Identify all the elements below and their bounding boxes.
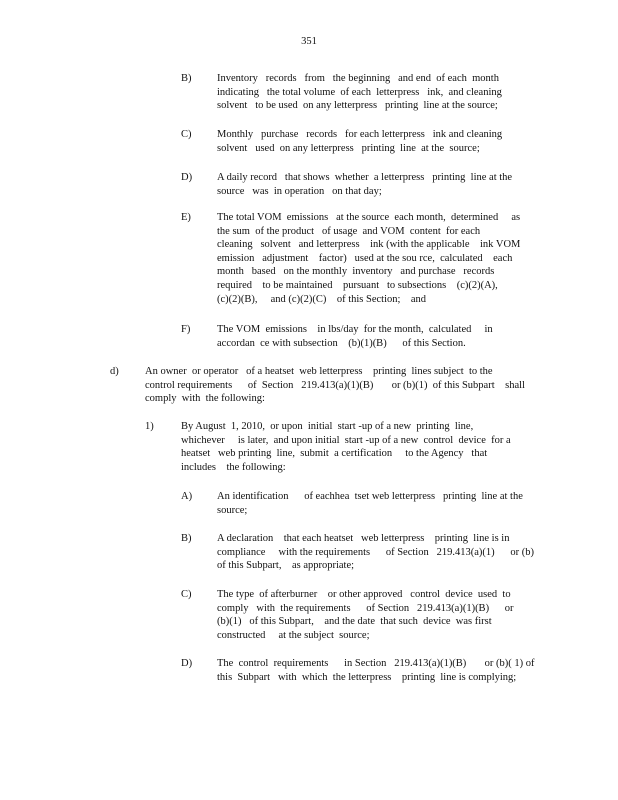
text-line: The total VOM emissions at the source each month, determined as [217, 212, 521, 223]
item-text [217, 490, 539, 517]
text-line: month based on the monthly inventory and purchase records [217, 266, 495, 278]
text-line: includes the following: [181, 461, 286, 473]
text-line: indicating the total volume of each letterpress ink, and cleaning [217, 86, 502, 98]
text-line: An identification of eachhea tset web letterpress printing line at the [217, 491, 523, 502]
text-line: heatset web printing line, submit a certification to the Agency that [181, 448, 488, 460]
item-label: E) [181, 212, 191, 223]
text-line: the sum of the product of usage and VOM content for each [217, 225, 481, 237]
item-text [217, 211, 539, 306]
item-label: d) [110, 366, 119, 377]
item-text [181, 420, 531, 474]
text-line: By August 1, 2010, or upon initial start -up of a new printing line, [181, 421, 474, 432]
text-line: emission adjustment factor) used at the sou rce, calculated each [217, 252, 513, 264]
text-line: The type of afterburner or other approved control device used to [217, 589, 511, 600]
text-line: this Subpart with which the letterpress printing line is complying; [217, 671, 517, 683]
item-text [217, 323, 539, 350]
item-label: C) [181, 589, 192, 600]
page-number: 351 [301, 36, 317, 47]
text-line: comply with the requirements of Section 219.413(a)(1)(B) or [217, 602, 514, 614]
text-line: control requirements of Section 219.413(a)(1)(B) or (b)(1) of this Subpart shall [145, 379, 525, 391]
text-line: A daily record that shows whether a letterpress printing line at the [217, 172, 513, 183]
text-line: Monthly purchase records for each letterpress ink and cleaning [217, 129, 503, 140]
text-line: comply with the following: [145, 393, 265, 405]
item-text [217, 657, 539, 684]
text-line: The control requirements in Section 219.413(a)(1)(B) or (b)( 1) of [217, 658, 535, 669]
item-label: B) [181, 533, 192, 544]
item-text [217, 72, 539, 113]
text-line: solvent used on any letterpress printing line at the source; [217, 142, 480, 154]
text-line: (b)(1) of this Subpart, and the date that such device was first [217, 616, 492, 628]
text-line: required to be maintained pursuant to subsections (c)(2)(A), [217, 279, 498, 291]
text-line: compliance with the requirements of Section 219.413(a)(1) or (b) [217, 546, 534, 558]
item-text [217, 532, 539, 573]
text-line: solvent to be used on any letterpress printing line at the source; [217, 100, 498, 112]
text-line: A declaration that each heatset web letterpress printing line is in [217, 533, 510, 544]
text-line: source; [217, 504, 248, 516]
item-label: 1) [145, 421, 154, 432]
item-label: A) [181, 491, 193, 502]
item-text [217, 588, 539, 642]
item-label: F) [181, 324, 191, 335]
text-line: An owner or operator of a heatset web letterpress printing lines subject to the [145, 366, 493, 377]
item-label: D) [181, 172, 193, 183]
item-label: D) [181, 658, 193, 669]
text-line: constructed at the subject source; [217, 629, 370, 641]
text-line: (c)(2)(B), and (c)(2)(C) of this Section; and [217, 293, 427, 305]
item-text [217, 171, 539, 198]
item-label: C) [181, 129, 192, 140]
text-line: cleaning solvent and letterpress ink (with the applicable ink VOM [217, 239, 521, 251]
text-line: The VOM emissions in lbs/day for the month, calculated in [217, 324, 493, 335]
text-line: source was in operation on that day; [217, 185, 382, 197]
text-line: Inventory records from the beginning and end of each month [217, 73, 499, 84]
text-line: of this Subpart, as appropriate; [217, 560, 355, 572]
item-text [217, 128, 539, 155]
item-label: B) [181, 73, 192, 84]
text-line: whichever is later, and upon initial start -up of a new control device for a [181, 434, 511, 446]
text-line: accordan ce with subsection (b)(1)(B) of this Section. [217, 337, 466, 349]
item-text [145, 365, 525, 406]
